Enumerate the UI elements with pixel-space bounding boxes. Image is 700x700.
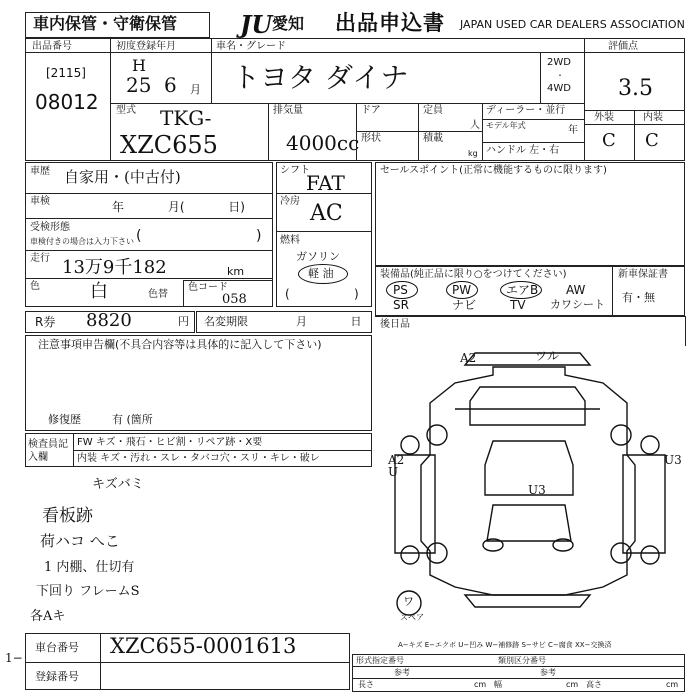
aircon-value: AC <box>310 201 343 226</box>
interior-grade: C <box>645 130 659 151</box>
handle-label: ハンドル 左・右 <box>486 145 560 156</box>
color-label: 色 <box>30 281 40 292</box>
handwritten-note-2: 看板跡 <box>42 506 93 526</box>
use-label: 車歴 <box>30 166 50 177</box>
handwritten-note-3: 荷ハコ へこ <box>40 532 120 550</box>
name-change-value: 月 日 <box>296 315 362 328</box>
dealer-label: ディーラー・並行 <box>486 105 566 116</box>
handwritten-note-6: 各Aキ <box>30 609 66 624</box>
maker-sub: 車検付きの場合は入力下さい <box>30 237 134 246</box>
year-unit: 年 <box>568 125 578 136</box>
drive-2wd: 2WD <box>547 57 571 68</box>
damage-mark-4: U3 <box>664 453 682 467</box>
repair-value: 有 (箇所 <box>112 413 153 426</box>
equip-ps: PS <box>393 283 408 297</box>
fuel-label: 燃料 <box>280 235 300 246</box>
form-number-label: 形式指定番号 <box>356 656 404 665</box>
inspector-interior-line: 内装 キズ・汚れ・スレ・タバコ穴・スリ・キレ・破レ <box>77 453 320 464</box>
chassis-label: 車台番号 <box>35 641 79 654</box>
registration-month-unit: 月 <box>190 83 201 96</box>
color-value: 白 <box>90 281 108 302</box>
mileage-value: 13万9千182 <box>62 257 167 278</box>
recycle-unit: 円 <box>178 315 189 328</box>
inspector-fw-line: FW キズ・飛石・ヒビ割・リペア跡・X要 <box>77 437 263 448</box>
color-swap-label: 色替 <box>148 289 168 300</box>
mileage-unit: km <box>227 265 245 278</box>
chassis-side-mark: 1− <box>5 651 23 665</box>
fuel-gasoline: ガソリン <box>296 250 340 263</box>
model-label: 型式 <box>116 105 136 116</box>
height-unit: cm <box>666 680 679 689</box>
damage-mark-2: ツル <box>535 349 560 363</box>
capacity-label: 定員 <box>423 105 443 116</box>
registration-number-label: 登録番号 <box>35 670 79 683</box>
recycle-amount: 8820 <box>86 310 132 331</box>
shift-label: シフト <box>280 165 310 176</box>
equip-leather: カワシート <box>550 298 605 311</box>
model-year-label: モデル年式 <box>486 121 526 130</box>
damage-mark-5: U3 <box>528 483 546 497</box>
inspector-label: 検査員記入欄 <box>28 439 68 463</box>
association-name: JAPAN USED CAR DEALERS ASSOCIATION <box>460 18 685 31</box>
maker-label: 受検形態 <box>30 222 70 233</box>
registration-month: 6 <box>164 73 177 97</box>
handwritten-note-1: キズバミ <box>92 477 144 492</box>
registration-era: H <box>132 56 146 75</box>
region-name: 愛知 <box>272 14 305 33</box>
lot-number: 08012 <box>35 90 99 114</box>
sales-point-box <box>375 162 685 266</box>
damage-legend: A−キズ E−エクボ U−凹み W−補修跡 S−サビ C−腐食 XX−交換済 <box>398 641 612 649</box>
equip-sr: SR <box>393 298 409 312</box>
handwritten-note-4: 1 内棚、仕切有 <box>44 560 135 575</box>
equip-pw: PW <box>452 283 472 297</box>
height-label: 高さ <box>586 680 602 689</box>
form-title: 出品申込書 <box>335 11 445 35</box>
shift-value: FAT <box>306 171 345 195</box>
lot-small-number: [2115] <box>46 66 86 80</box>
door-label: ドア <box>361 105 381 116</box>
exterior-label: 外装 <box>594 112 614 123</box>
car-name-label: 車名・グレード <box>216 41 286 52</box>
grade-label: 評価点 <box>608 41 638 52</box>
drive-4wd: 4WD <box>547 83 571 94</box>
notes-label: 注意事項申告欄(不具合内容等は具体的に記入して下さい) <box>38 338 322 351</box>
load-unit: kg <box>468 149 478 158</box>
ref-label-2: 参考 <box>540 668 556 677</box>
spare-mark: ワ <box>403 595 414 608</box>
equipment-label: 装備品(純正品に限り○をつけてください) <box>380 269 567 280</box>
category-number-label: 類別区分番号 <box>498 656 546 665</box>
ref-label-1: 参考 <box>394 668 410 677</box>
damage-mark-3: A2 U <box>388 453 405 479</box>
width-label: 幅 <box>494 680 502 689</box>
length-unit: cm <box>474 680 487 689</box>
capacity-unit: 人 <box>470 120 480 131</box>
name-change-label: 名変期限 <box>204 315 248 328</box>
grade-score: 3.5 <box>618 76 653 101</box>
car-name: トヨタ ダイナ <box>232 61 409 94</box>
registration-label: 初度登録年月 <box>116 41 176 52</box>
length-label: 長さ <box>358 680 374 689</box>
color-code-value: 058 <box>222 292 247 307</box>
repair-label: 修復歴 <box>48 413 81 426</box>
equip-airbag: エアB <box>506 283 539 297</box>
storage-title: 車内保管・守衛保管 <box>33 14 178 33</box>
sales-point-label: セールスポイント(正常に機能するものに限ります) <box>380 165 607 176</box>
shape-label: 形状 <box>361 133 381 144</box>
ju-logo: JU <box>240 10 273 39</box>
inspection-value: 年 月( 日) <box>112 200 245 214</box>
load-label: 積載 <box>423 133 443 144</box>
color-code-label: 色コード <box>188 282 228 293</box>
lot-label: 出品番号 <box>32 41 72 52</box>
equip-aw: AW <box>566 283 586 297</box>
registration-year: 25 <box>126 73 152 97</box>
model-prefix: TKG- <box>160 106 212 130</box>
damage-mark-1: A2 <box>460 351 477 365</box>
equip-navi: ナビ <box>452 298 477 312</box>
mileage-label: 走行 <box>30 253 50 264</box>
use-value: 自家用・(中古付) <box>64 168 181 186</box>
width-unit: cm <box>566 680 579 689</box>
chassis-number: XZC655-0001613 <box>110 634 297 658</box>
equip-tv: TV <box>510 298 526 312</box>
handwritten-note-5: 下回り フレームS <box>36 584 140 599</box>
displacement-value: 4000cc <box>286 131 360 155</box>
spare-label: スペア <box>400 613 424 622</box>
interior-label: 内装 <box>643 112 663 123</box>
fuel-diesel: 軽 油 <box>308 267 334 280</box>
warranty-value: 有・無 <box>622 291 655 304</box>
aircon-label: 冷房 <box>280 196 300 207</box>
displacement-label: 排気量 <box>273 105 303 116</box>
later-items-label: 後日品 <box>380 319 410 330</box>
model-code: XZC655 <box>120 131 218 159</box>
warranty-label: 新車保証書 <box>618 269 668 280</box>
recycle-label: R券 <box>35 315 56 329</box>
inspection-label: 車検 <box>30 196 50 207</box>
exterior-grade: C <box>602 130 616 151</box>
